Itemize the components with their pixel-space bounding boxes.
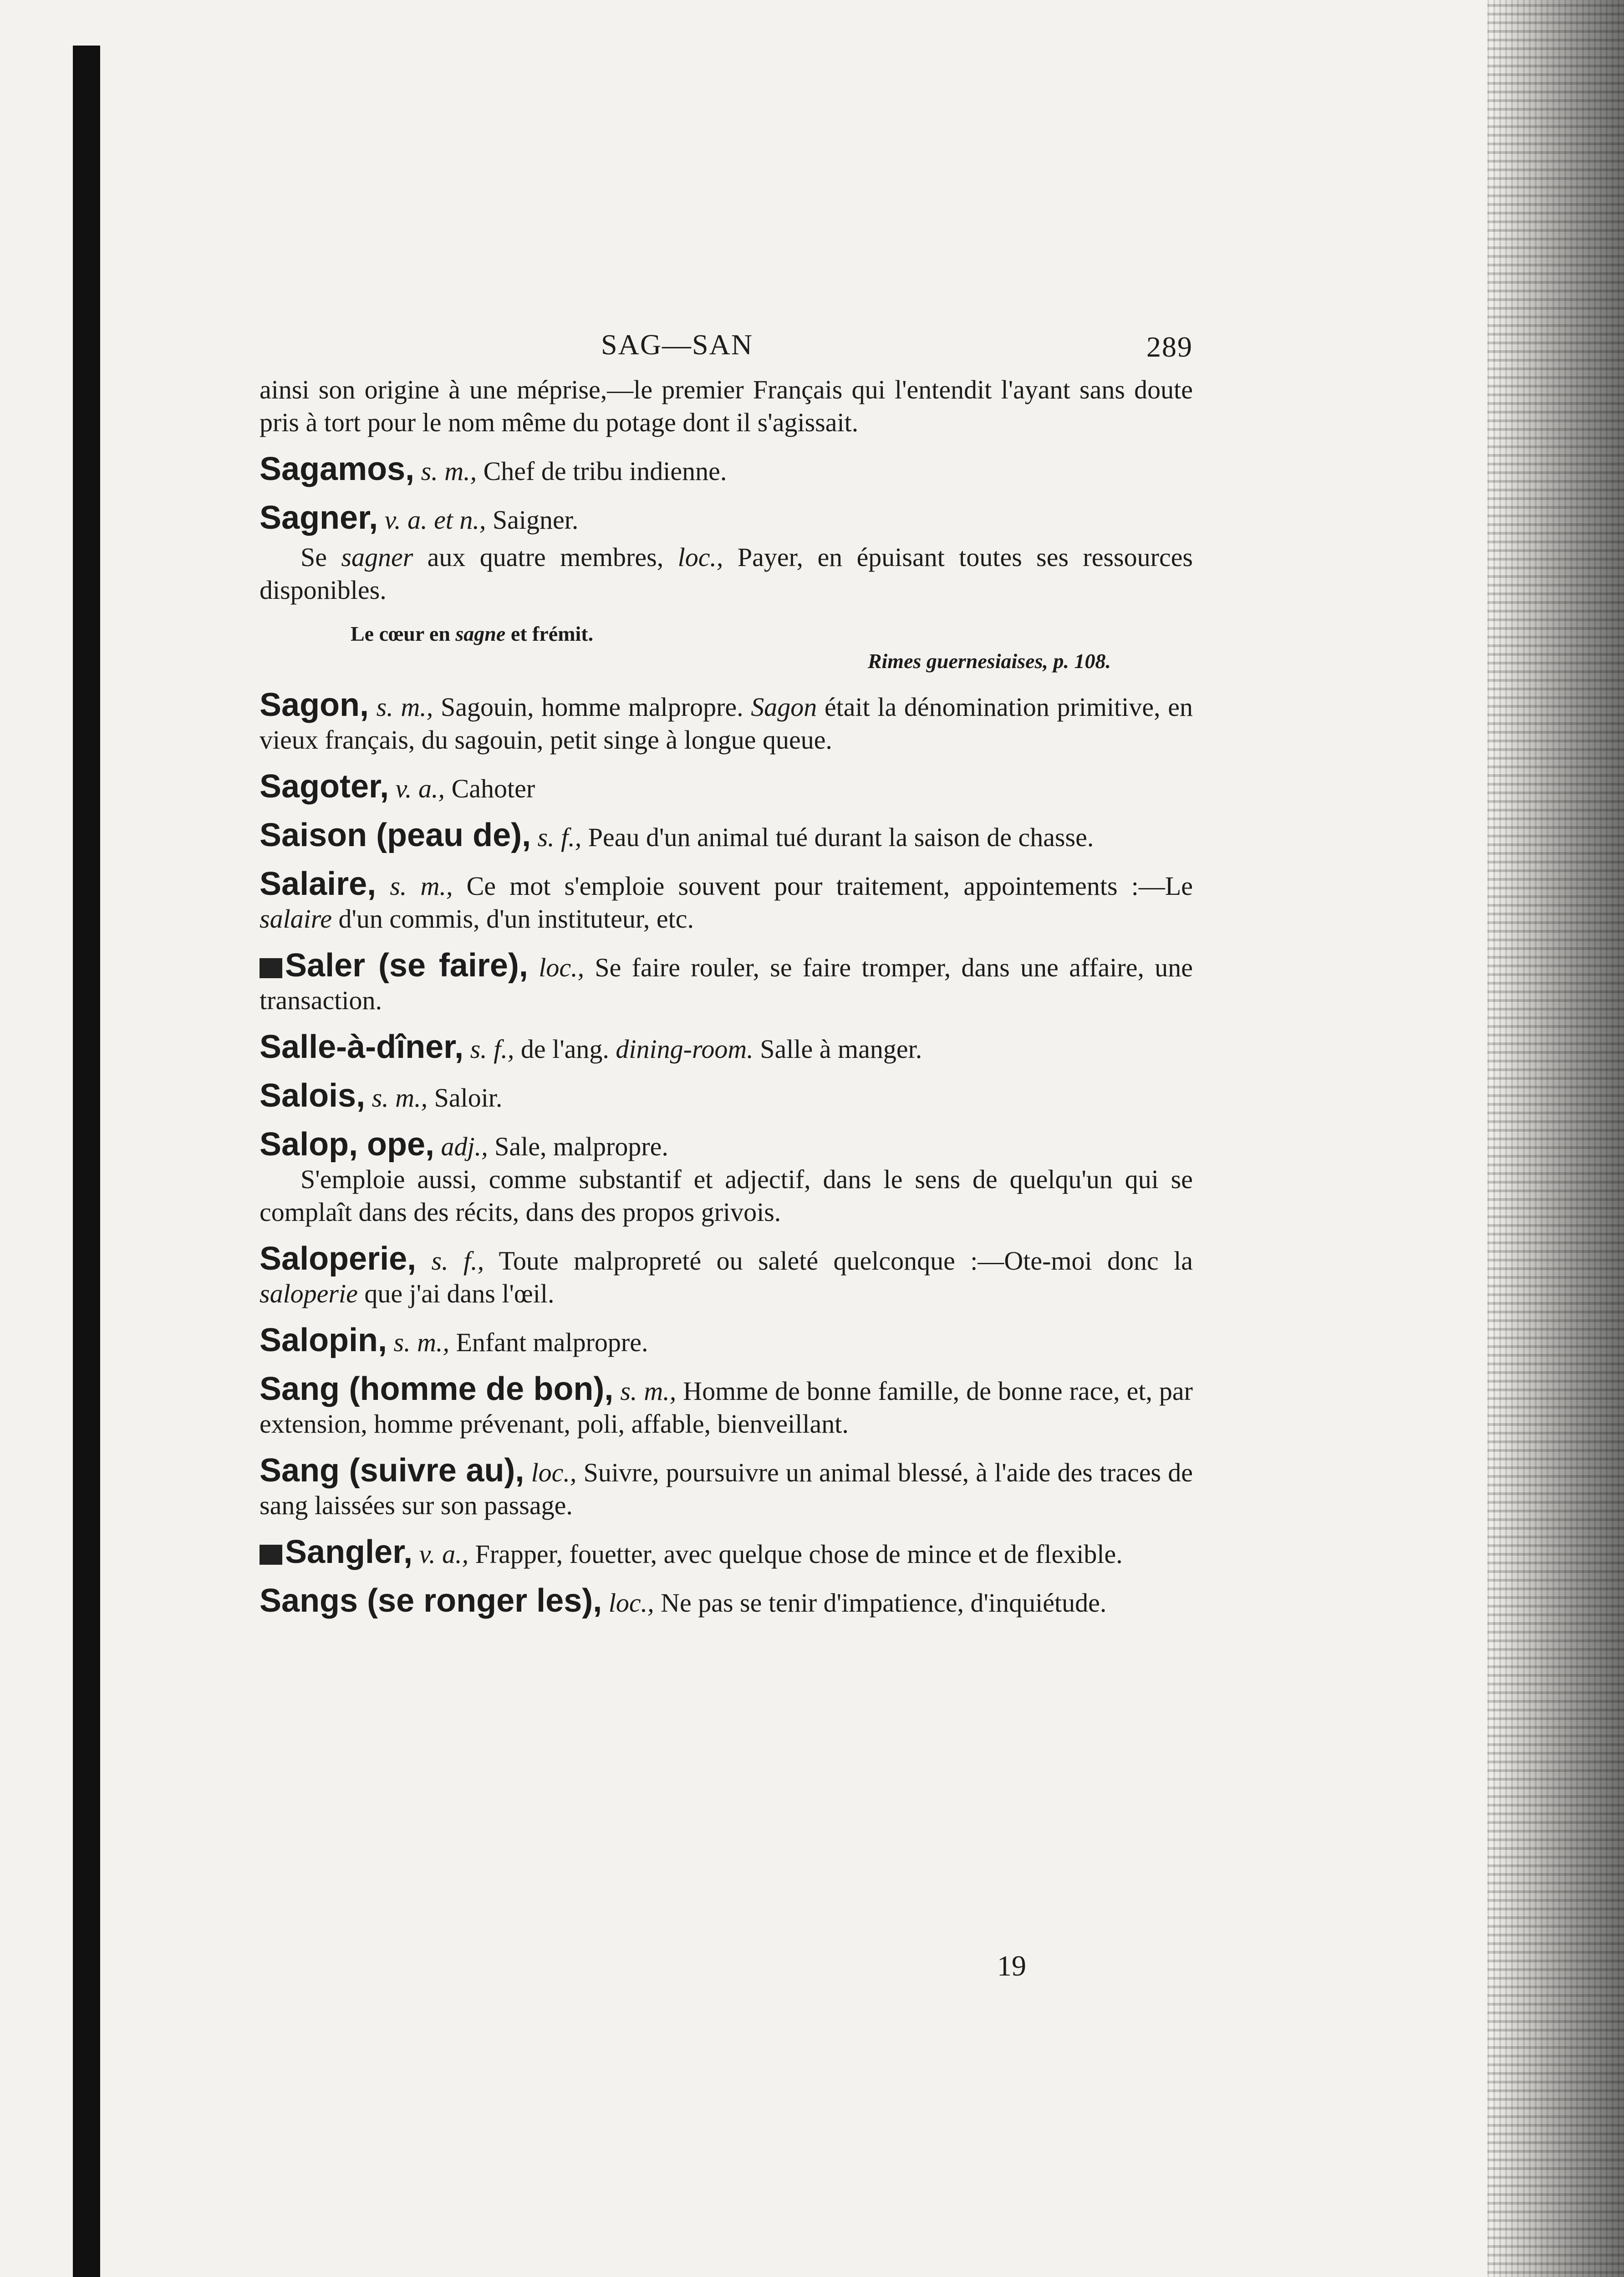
grammar: adj., (441, 1132, 488, 1161)
margin-marker (260, 958, 282, 978)
grammar: s. m., (421, 456, 477, 486)
quote-text: et frémit. (505, 622, 594, 645)
definition: Suivre, poursuivre un animal blessé, à l'aide des traces de sang laissées sur son passage. (260, 1458, 1193, 1520)
definition: Toute malpropreté ou saleté quelconque :—Ote-moi donc la (499, 1246, 1193, 1276)
grammar: loc., (531, 1458, 577, 1487)
page-edge-shadow (1487, 0, 1624, 2277)
note-italic: loc., (677, 542, 723, 572)
grammar: s. m., (390, 871, 453, 901)
entry-saloperie (260, 1242, 1193, 1310)
entry-salopin (260, 1324, 1193, 1359)
definition: Ce mot s'emploie souvent pour traitement, appointements :—Le (466, 871, 1193, 901)
quote-line (351, 620, 1193, 648)
grammar: v. a. et n., (384, 505, 486, 535)
signature-mark: 19 (997, 1950, 1026, 1982)
definition-italic: salaire (260, 904, 332, 934)
grammar: s. f., (470, 1034, 514, 1064)
headword: Sangs (se ronger les), (260, 1583, 602, 1619)
definition: Peau d'un animal tué durant la saison de chasse. (588, 822, 1094, 852)
definition: Saigner. (492, 505, 579, 535)
entry-sagon (260, 689, 1193, 756)
page-number: 289 (1146, 331, 1193, 363)
entry-salois (260, 1079, 1193, 1114)
headword: Salle-à-dîner, (260, 1029, 464, 1065)
entry-saison (260, 819, 1193, 854)
grammar: loc., (539, 953, 585, 982)
note-text: Payer, en épuisant toutes ses ressources disponibles. (260, 542, 1193, 605)
definition: que j'ai dans l'œil. (357, 1279, 555, 1308)
grammar: loc., (608, 1588, 654, 1618)
sagner-note (260, 541, 1193, 607)
grammar: s. m., (372, 1083, 428, 1113)
entry-saler (260, 949, 1193, 1017)
grammar: s. m., (376, 692, 433, 722)
grammar: s. m., (620, 1376, 677, 1406)
definition-italic: dining-room. (616, 1034, 753, 1064)
headword: Sagoter, (260, 768, 389, 805)
grammar: s. f., (431, 1246, 484, 1276)
definition: de l'ang. (520, 1034, 616, 1064)
note-text: Se (300, 542, 341, 572)
definition: Sale, malpropre. (494, 1132, 668, 1161)
headword: Sang (homme de bon), (260, 1371, 614, 1407)
note-italic: sagner (341, 542, 413, 572)
entry-sang-homme (260, 1373, 1193, 1440)
headword: Sagner, (260, 500, 378, 536)
dictionary-page (260, 319, 1193, 2004)
headword: Saison (peau de), (260, 817, 531, 853)
headword: Salopin, (260, 1322, 387, 1358)
grammar: v. a., (419, 1539, 469, 1569)
definition: Frapper, fouetter, avec quelque chose de mince et de flexible. (475, 1539, 1123, 1569)
headword: Salaire, (260, 866, 377, 902)
definition: Homme de bonne famille, de bonne race, et, par extension, homme prévenant, poli, affable, bienveillant. (260, 1376, 1193, 1439)
definition: Chef de tribu indienne. (483, 456, 727, 486)
entry-salle-a-diner (260, 1031, 1193, 1066)
entry-salop (260, 1128, 1193, 1163)
definition: Enfant malpropre. (456, 1327, 648, 1357)
headword: Sangler, (285, 1534, 413, 1570)
definition: Cahoter (451, 774, 535, 803)
definition: Sagouin, homme malpropre. (440, 692, 751, 722)
headword: Saler (se faire), (285, 947, 528, 984)
definition: était la dénomination primitive, en vieux français, du sagouin, petit singe à longue queue. (260, 692, 1193, 755)
grammar: s. f., (537, 822, 582, 852)
entry-sang-suivre (260, 1454, 1193, 1522)
headword: Saloperie, (260, 1241, 417, 1277)
entry-sangs (260, 1584, 1193, 1619)
quote-italic: sagne (455, 622, 506, 645)
quote-source: Rimes guernesiaises, p. 108. (867, 649, 1111, 673)
entry-salaire (260, 868, 1193, 935)
entry-sangler (260, 1536, 1193, 1571)
margin-marker (260, 1545, 282, 1565)
header-title: SAG—SAN (601, 328, 753, 361)
definition: Ne pas se tenir d'impatience, d'inquiétude. (661, 1588, 1107, 1618)
headword: Sagon, (260, 687, 369, 723)
definition: Salle à manger. (753, 1034, 922, 1064)
binding-edge (73, 46, 100, 2277)
headword: Salois, (260, 1077, 366, 1114)
definition: Saloir. (434, 1083, 503, 1113)
continuation-text: ainsi son origine à une méprise,—le premier Français qui l'entendit l'ayant sans doute pris à tort pour le nom même du potage dont il s'agissait. (260, 375, 1193, 437)
quote-text: Le cœur en (351, 622, 456, 645)
headword: Sang (suivre au), (260, 1452, 524, 1489)
entry-sagoter (260, 770, 1193, 805)
definition: d'un commis, d'un instituteur, etc. (331, 904, 694, 934)
note-text: aux quatre membres, (413, 542, 678, 572)
running-header (260, 319, 1193, 373)
salop-note: S'emploie aussi, comme substantif et adjectif, dans le sens de quelqu'un qui se complaît dans des récits, dans des propos grivois. (260, 1164, 1193, 1227)
headword: Salop, ope, (260, 1126, 435, 1163)
headword: Sagamos, (260, 451, 415, 487)
grammar: v. a., (395, 774, 445, 803)
entry-sagner (260, 501, 1193, 536)
definition-italic: saloperie (260, 1279, 358, 1308)
entry-sagamos (260, 453, 1193, 488)
definition-italic: Sagon (751, 692, 817, 722)
definition: Se faire rouler, se faire tromper, dans une affaire, une transaction. (260, 953, 1193, 1015)
grammar: s. m., (393, 1327, 449, 1357)
